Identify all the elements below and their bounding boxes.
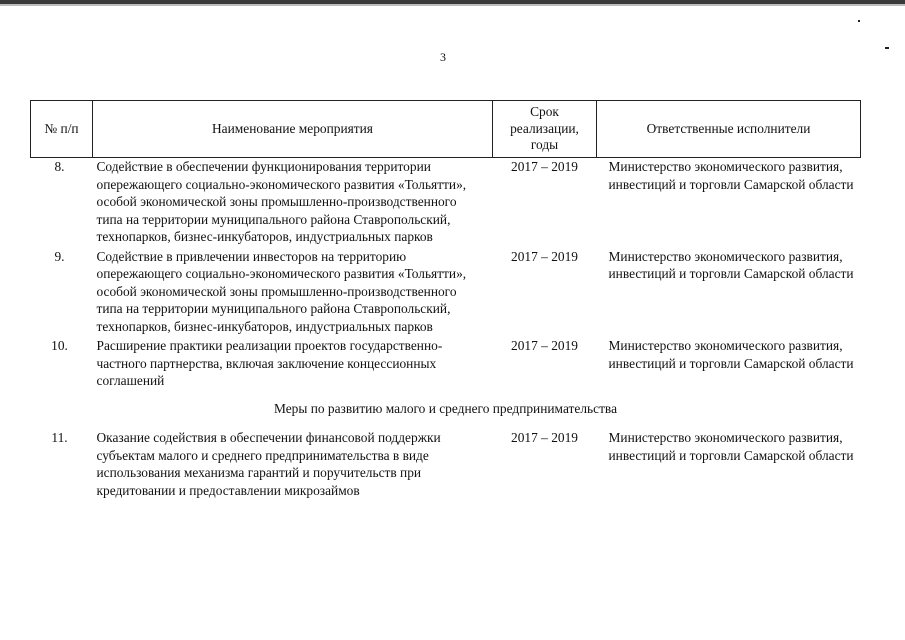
header-title: Наименование мероприятия [93,101,493,158]
scan-speck [885,47,889,49]
row-title: Содействие в обеспечении функционирования территории опережающего социально-экономического развития «Тольятти», особой экономической зоны промышленно-производственного типа на территории муниципального района Ставропольский, технопарков, бизнес-инкубаторов, индустриальных парков [96,159,467,244]
header-num: № п/п [31,101,93,158]
header-period: Срок реализации, годы [493,101,597,158]
measures-table [30,100,861,501]
scan-top-edge-shade [0,4,905,6]
row-num: 9. [54,248,65,264]
table-row [31,248,861,338]
row-responsible: Министерство экономического развития, инвестиций и торговли Самарской области [608,248,854,281]
row-title: Содействие в привлечении инвесторов на территорию опережающего социально-экономического развития «Тольятти», особой экономической зоны промышленно-производственного типа на территории муниципального района Ставропольский, технопарков, бизнес-инкубаторов, индустриальных парков [96,248,467,334]
section-heading-row [31,392,861,430]
row-num: 11. [51,430,68,445]
row-period: 2017 – 2019 [511,430,578,445]
row-num: 10. [51,338,68,353]
scan-speck [858,20,860,22]
header-responsible: Ответственные исполнители [597,101,861,158]
row-title: Расширение практики реализации проектов государственно-частного партнерства, включая заключение концессионных соглашений [96,338,443,388]
row-period: 2017 – 2019 [511,159,578,174]
row-num: 8. [54,159,65,174]
table-row [31,158,861,248]
row-title: Оказание содействия в обеспечении финансовой поддержки субъектам малого и среднего предпринимательства в виде использования механизма гарантий и поручительств при кредитовании и предоставлении микрозаймов [96,430,441,498]
row-responsible: Министерство экономического развития, инвестиций и торговли Самарской области [608,338,854,371]
page-number: 3 [440,50,446,64]
row-period: 2017 – 2019 [511,338,578,353]
row-period: 2017 – 2019 [511,248,578,264]
row-responsible: Министерство экономического развития, инвестиций и торговли Самарской области [608,159,854,192]
row-responsible: Министерство экономического развития, инвестиций и торговли Самарской области [608,430,854,463]
table-row [31,337,861,392]
table-row [31,429,861,501]
section-heading: Меры по развитию малого и среднего предпринимательства [273,400,618,416]
table-header-row [31,101,861,158]
